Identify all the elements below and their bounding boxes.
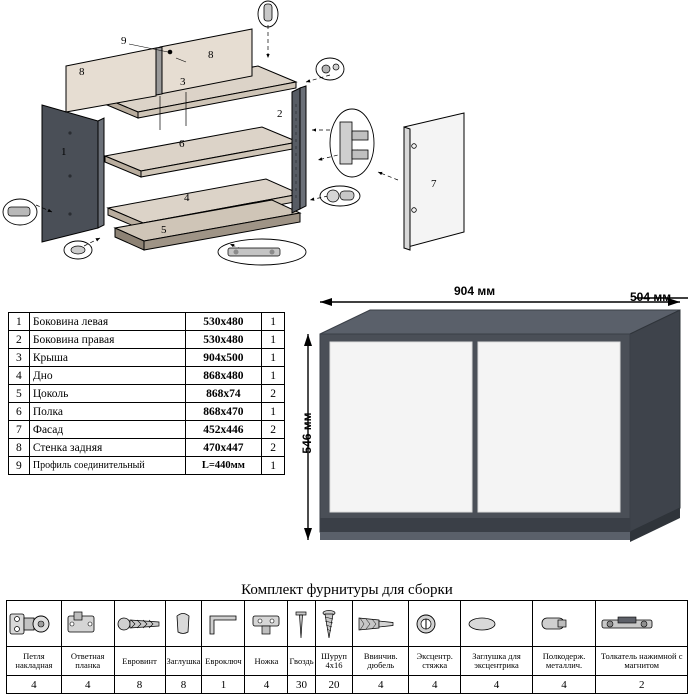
part-qty: 1	[262, 367, 285, 385]
hardware-name: Ножка	[245, 647, 288, 676]
hardware-name: Шуруп 4х16	[315, 647, 353, 676]
part-number: 3	[9, 349, 30, 367]
hardware-counts-row	[7, 676, 688, 694]
hardware-icons-row	[7, 601, 688, 647]
part-qty: 1	[262, 331, 285, 349]
part-number: 6	[9, 403, 30, 421]
part-qty: 2	[262, 385, 285, 403]
part-name: Фасад	[29, 421, 185, 439]
cap-icon	[165, 601, 202, 647]
table-row	[9, 421, 285, 439]
part-left-side-panel	[42, 105, 104, 242]
part-size: 470х447	[185, 439, 262, 457]
part-name: Полка	[29, 403, 185, 421]
part-size: 452х446	[185, 421, 262, 439]
hardware-count: 4	[409, 676, 461, 694]
part-connecting-profile	[156, 47, 162, 95]
callout-7: 7	[431, 178, 437, 190]
leg-icon	[245, 601, 288, 647]
part-name: Боковина правая	[29, 331, 185, 349]
hardware-count: 2	[596, 676, 688, 694]
magnet-catch-icon	[596, 601, 688, 647]
part-size: 530х480	[185, 331, 262, 349]
hardware-name: Евровинт	[114, 647, 165, 676]
callout-2: 2	[277, 108, 283, 120]
hardware-count: 4	[461, 676, 532, 694]
part-name: Профиль соединительный	[29, 457, 185, 475]
part-size: 868х480	[185, 367, 262, 385]
cabinet-height-label: 546 мм	[300, 412, 314, 454]
hardware-kit-table	[6, 600, 688, 694]
hardware-name: Заглушка	[165, 647, 202, 676]
callout-6: 6	[179, 138, 185, 150]
screw-icon	[315, 601, 353, 647]
table-row	[9, 367, 285, 385]
exploded-assembly-diagram	[0, 0, 694, 290]
part-qty: 1	[262, 403, 285, 421]
hardware-name: Ввинчив. дюбель	[353, 647, 409, 676]
part-shelf	[105, 127, 298, 177]
hardware-name: Ответная планка	[61, 647, 114, 676]
part-size: 868х74	[185, 385, 262, 403]
part-name: Крыша	[29, 349, 185, 367]
part-name: Цоколь	[29, 385, 185, 403]
part-size: 904х500	[185, 349, 262, 367]
callout-4: 4	[184, 192, 190, 204]
hardware-count: 4	[532, 676, 596, 694]
hardware-count: 4	[7, 676, 62, 694]
hardware-name: Заглушка для эксцентрика	[461, 647, 532, 676]
callout-8-left: 8	[79, 66, 85, 78]
callout-9: 9	[121, 35, 127, 47]
mounting-plate-icon	[61, 601, 114, 647]
table-row	[9, 331, 285, 349]
hardware-name: Полкодерж. металлич.	[532, 647, 596, 676]
hardware-name: Евроключ	[202, 647, 245, 676]
cabinet-width-label: 904 мм	[454, 284, 496, 298]
part-number: 7	[9, 421, 30, 439]
part-qty: 2	[262, 439, 285, 457]
hardware-count: 4	[245, 676, 288, 694]
table-row	[9, 313, 285, 331]
table-row	[9, 439, 285, 457]
hardware-name: Гвоздь	[288, 647, 315, 676]
hardware-names-row	[7, 647, 688, 676]
part-qty: 2	[262, 421, 285, 439]
hardware-count: 20	[315, 676, 353, 694]
part-name: Боковина левая	[29, 313, 185, 331]
screw-dowel-icon	[353, 601, 409, 647]
callout-8-right: 8	[208, 49, 214, 61]
hardware-count: 8	[165, 676, 202, 694]
part-name: Дно	[29, 367, 185, 385]
hardware-count: 8	[114, 676, 165, 694]
part-number: 5	[9, 385, 30, 403]
part-size: L=440мм	[185, 457, 262, 475]
euro-key-icon	[202, 601, 245, 647]
hardware-name: Толкатель нажимной с магнитом	[596, 647, 688, 676]
cabinet-depth-label: 504 мм	[630, 290, 672, 304]
part-right-side-panel	[292, 86, 306, 213]
hardware-name: Петля накладная	[7, 647, 62, 676]
table-row	[9, 457, 285, 475]
euroscrew-icon	[114, 601, 165, 647]
part-qty: 1	[262, 313, 285, 331]
part-name: Стенка задняя	[29, 439, 185, 457]
part-number: 9	[9, 457, 30, 475]
table-row	[9, 403, 285, 421]
cabinet-render	[300, 284, 690, 546]
nail-icon	[288, 601, 315, 647]
part-number: 8	[9, 439, 30, 457]
hinge-overlay-icon	[7, 601, 62, 647]
table-row	[9, 385, 285, 403]
parts-table	[8, 312, 285, 475]
hardware-count: 4	[353, 676, 409, 694]
callout-1: 1	[61, 146, 67, 158]
part-number: 1	[9, 313, 30, 331]
shelf-support-icon	[532, 601, 596, 647]
hardware-count: 30	[288, 676, 315, 694]
part-qty: 1	[262, 349, 285, 367]
hardware-name: Эксцентр. стяжка	[409, 647, 461, 676]
part-number: 4	[9, 367, 30, 385]
callout-3: 3	[180, 76, 186, 88]
cam-lock-icon	[409, 601, 461, 647]
cam-cap-icon	[461, 601, 532, 647]
hardware-count: 4	[61, 676, 114, 694]
part-number: 2	[9, 331, 30, 349]
hardware-count: 1	[202, 676, 245, 694]
part-size: 530х480	[185, 313, 262, 331]
hardware-kit-title: Комплект фурнитуры для сборки	[241, 582, 453, 598]
part-qty: 1	[262, 457, 285, 475]
part-size: 868х470	[185, 403, 262, 421]
callout-5: 5	[161, 224, 167, 236]
table-row	[9, 349, 285, 367]
